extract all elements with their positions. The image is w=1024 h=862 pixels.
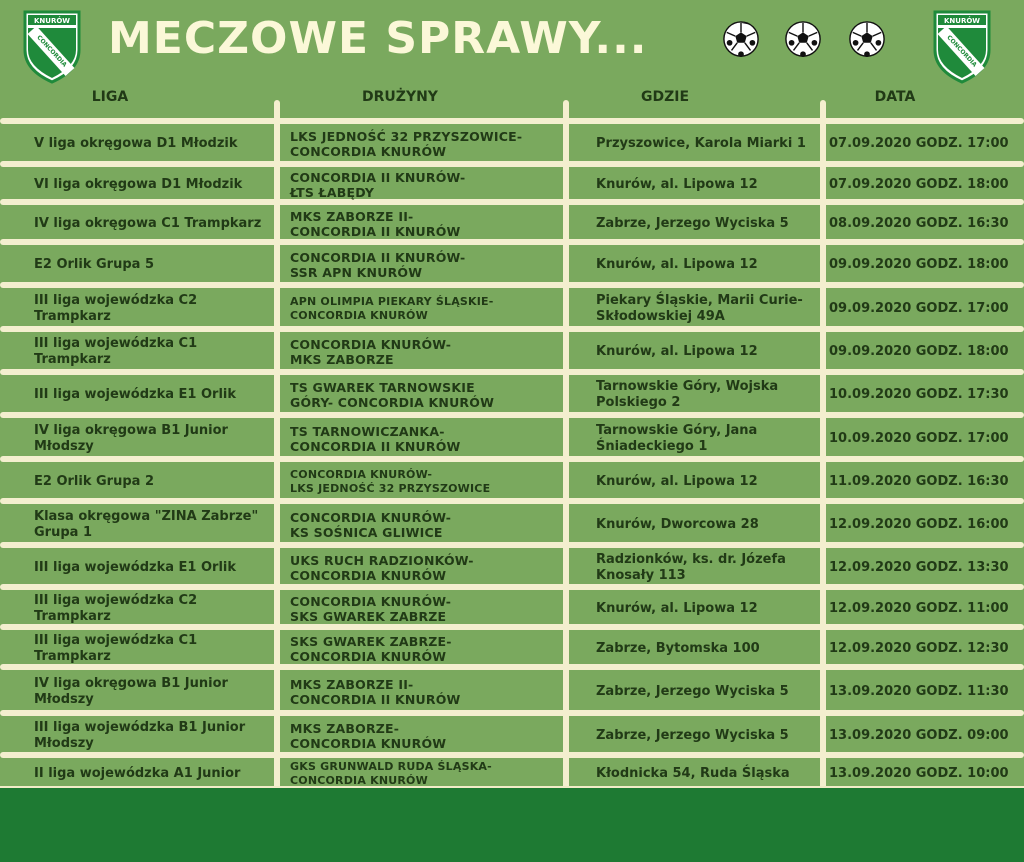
teams-cell: CONCORDIA II KNURÓW- ŁTS ŁABĘDY: [290, 169, 466, 200]
venue-cell: Radzionków, ks. dr. Józefa Knosały 113: [596, 551, 786, 583]
teams-cell: TS GWAREK TARNOWSKIE GÓRY- CONCORDIA KNURÓW: [290, 380, 495, 410]
soccer-ball-icon: [722, 20, 760, 58]
venue-cell: Zabrze, Jerzego Wyciska 5: [596, 683, 789, 699]
league-cell: E2 Orlik Grupa 2: [34, 473, 154, 489]
date-cell: 09.09.2020 GODZ. 18:00: [829, 257, 1009, 273]
teams-cell: GKS GRUNWALD RUDA ŚLĄSKA- CONCORDIA KNURÓW: [290, 760, 492, 787]
league-cell: III liga wojewódzka E1 Orlik: [34, 387, 236, 403]
league-cell: III liga wojewódzka C1 Trampkarz: [34, 336, 198, 367]
date-cell: 09.09.2020 GODZ. 17:00: [829, 300, 1009, 316]
venue-cell: Zabrze, Jerzego Wyciska 5: [596, 727, 789, 743]
venue-cell: Kłodnicka 54, Ruda Śląska: [596, 765, 790, 781]
venue-cell: Knurów, al. Lipowa 12: [596, 176, 758, 192]
concordia-crest-logo: [22, 8, 82, 84]
column-header-liga: LIGA: [91, 89, 129, 105]
teams-cell: UKS RUCH RADZIONKÓW- CONCORDIA KNURÓW: [290, 552, 474, 583]
venue-cell: Knurów, al. Lipowa 12: [596, 473, 758, 489]
date-cell: 07.09.2020 GODZ. 17:00: [829, 136, 1009, 152]
teams-cell: CONCORDIA KNURÓW- MKS ZABORZE: [290, 337, 452, 367]
date-cell: 12.09.2020 GODZ. 16:00: [829, 516, 1009, 532]
date-cell: 11.09.2020 GODZ. 16:30: [829, 473, 1009, 489]
date-cell: 13.09.2020 GODZ. 09:00: [829, 727, 1009, 743]
league-cell: III liga wojewódzka C2 Trampkarz: [34, 592, 198, 624]
league-cell: III liga wojewódzka C2 Trampkarz: [34, 292, 198, 324]
column-header-druzyny: DRUŻYNY: [362, 89, 438, 105]
date-cell: 10.09.2020 GODZ. 17:30: [829, 387, 1009, 403]
venue-cell: Knurów, al. Lipowa 12: [596, 600, 758, 616]
venue-cell: Knurów, al. Lipowa 12: [596, 257, 758, 273]
grid-line-vertical: [820, 100, 826, 790]
teams-cell: MKS ZABORZE- CONCORDIA KNURÓW: [290, 720, 447, 751]
teams-cell: MKS ZABORZE II- CONCORDIA II KNURÓW: [290, 208, 461, 239]
crest-band-text: CONCORDIA: [945, 34, 979, 69]
venue-cell: Zabrze, Bytomska 100: [596, 640, 760, 656]
date-cell: 13.09.2020 GODZ. 11:30: [829, 683, 1009, 699]
league-cell: V liga okręgowa D1 Młodzik: [34, 136, 238, 152]
crest-top-text: KNURÓW: [943, 17, 981, 25]
teams-cell: CONCORDIA KNURÓW- KS SOŚNICA GLIWICE: [290, 509, 452, 540]
crest-top-text: KNURÓW: [33, 17, 71, 25]
column-header-data: DATA: [874, 89, 916, 105]
date-cell: 12.09.2020 GODZ. 12:30: [829, 640, 1009, 656]
teams-cell: TS TARNOWICZANKA- CONCORDIA II KNURÓW: [290, 423, 461, 454]
league-cell: III liga wojewódzka B1 Junior Młodszy: [34, 719, 246, 751]
date-cell: 08.09.2020 GODZ. 16:30: [829, 215, 1009, 231]
teams-cell: CONCORDIA KNURÓW- SKS GWAREK ZABRZE: [290, 593, 452, 624]
soccer-ball-icon: [848, 20, 886, 58]
venue-cell: Przyszowice, Karola Miarki 1: [596, 136, 806, 152]
league-cell: IV liga okręgowa B1 Junior Młodszy: [34, 422, 228, 454]
venue-cell: Tarnowskie Góry, Wojska Polskiego 2: [596, 379, 779, 410]
teams-cell: CONCORDIA KNURÓW- LKS JEDNOŚĆ 32 PRZYSZOWICE: [290, 468, 491, 495]
venue-cell: Tarnowskie Góry, Jana Śniadeckiego 1: [596, 422, 758, 454]
venue-cell: Zabrze, Jerzego Wyciska 5: [596, 215, 789, 231]
venue-cell: Piekary Śląskie, Marii Curie- Skłodowskiej 49A: [596, 292, 803, 324]
league-cell: II liga wojewódzka A1 Junior: [34, 765, 241, 781]
page-title: MECZOWE SPRAWY...: [108, 13, 648, 64]
league-cell: III liga wojewódzka E1 Orlik: [34, 559, 236, 575]
date-cell: 07.09.2020 GODZ. 18:00: [829, 176, 1009, 192]
footer-band: [0, 788, 1024, 862]
league-cell: VI liga okręgowa D1 Młodzik: [34, 176, 243, 192]
soccer-ball-icon: [784, 20, 822, 58]
date-cell: 09.09.2020 GODZ. 18:00: [829, 344, 1009, 360]
teams-cell: MKS ZABORZE II- CONCORDIA II KNURÓW: [290, 676, 461, 707]
teams-cell: LKS JEDNOŚĆ 32 PRZYSZOWICE- CONCORDIA KNURÓW: [290, 129, 523, 159]
date-cell: 12.09.2020 GODZ. 11:00: [829, 600, 1009, 616]
grid-line-vertical: [274, 100, 280, 790]
venue-cell: Knurów, al. Lipowa 12: [596, 344, 758, 360]
teams-cell: CONCORDIA II KNURÓW- SSR APN KNURÓW: [290, 250, 466, 280]
league-cell: IV liga okręgowa C1 Trampkarz: [34, 215, 262, 231]
league-cell: Klasa okręgowa "ZINA Zabrze" Grupa 1: [34, 508, 259, 540]
date-cell: 13.09.2020 GODZ. 10:00: [829, 765, 1009, 781]
date-cell: 10.09.2020 GODZ. 17:00: [829, 430, 1009, 446]
column-header-gdzie: GDZIE: [640, 89, 690, 105]
venue-cell: Knurów, Dworcowa 28: [596, 516, 759, 532]
date-cell: 12.09.2020 GODZ. 13:30: [829, 559, 1009, 575]
concordia-crest-logo: [932, 8, 992, 84]
league-cell: III liga wojewódzka C1 Trampkarz: [34, 632, 198, 664]
crest-band-text: CONCORDIA: [35, 34, 69, 69]
league-cell: IV liga okręgowa B1 Junior Młodszy: [34, 675, 228, 707]
teams-cell: APN OLIMPIA PIEKARY ŚLĄSKIE- CONCORDIA KNURÓW: [290, 295, 494, 322]
league-cell: E2 Orlik Grupa 5: [34, 257, 154, 273]
teams-cell: SKS GWAREK ZABRZE- CONCORDIA KNURÓW: [290, 633, 452, 664]
